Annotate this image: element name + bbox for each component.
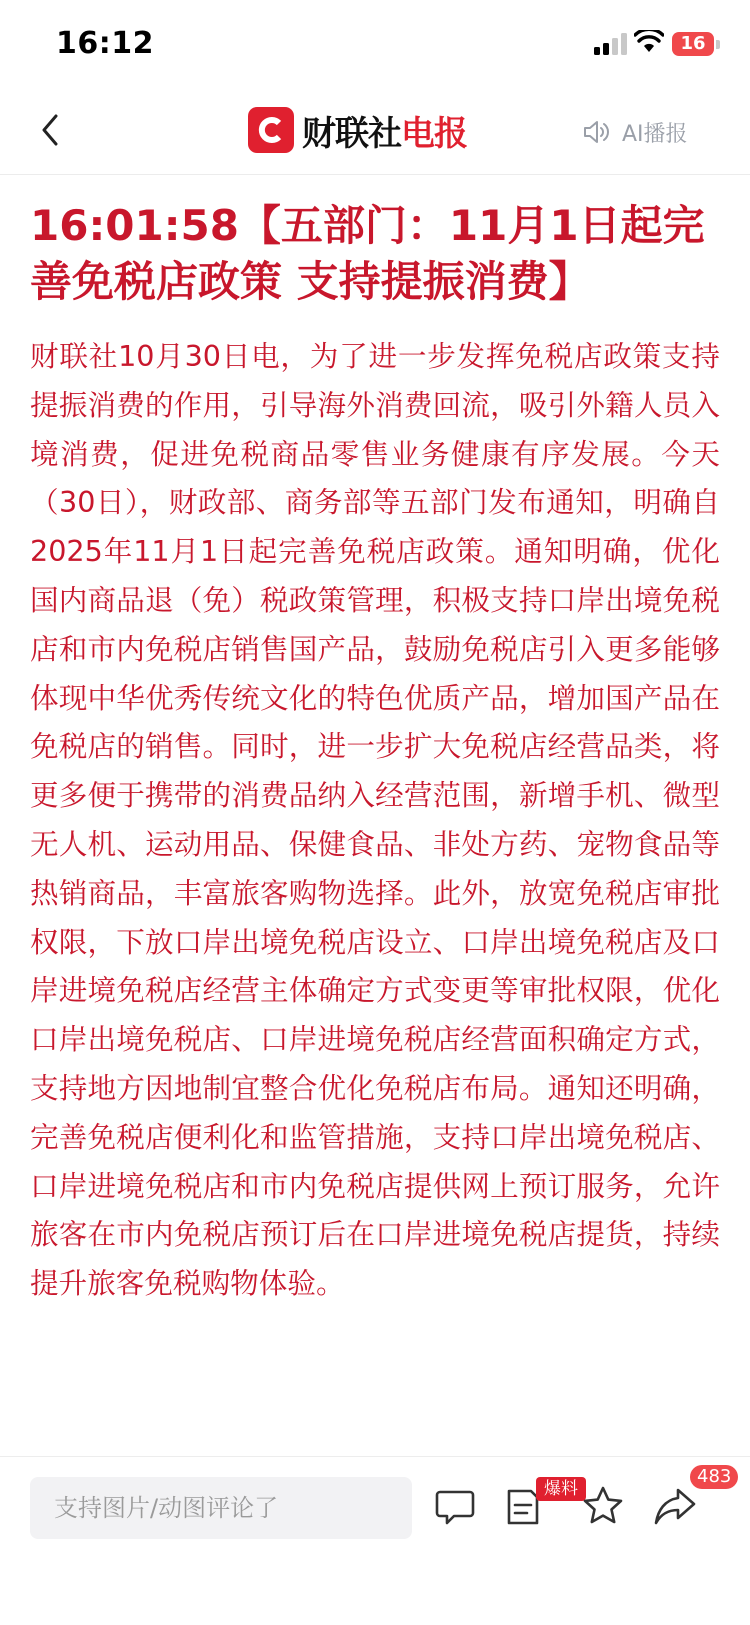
battery-cap: [716, 40, 720, 49]
back-icon[interactable]: [36, 110, 66, 150]
status-bar: [0, 0, 750, 90]
star-icon[interactable]: [580, 1483, 626, 1529]
logo-name: 财联社: [302, 113, 401, 154]
nav-bar: [0, 90, 750, 175]
app-logo: [248, 106, 467, 154]
signal-icon: [594, 33, 628, 55]
article-headline: 16:01:58【五部门：11月1日起完善免税店政策 支持提振消费】: [30, 201, 705, 306]
comment-icon[interactable]: [432, 1483, 478, 1529]
battery-level: 16: [680, 33, 706, 54]
comment-input[interactable]: 支持图片/动图评论了: [30, 1477, 412, 1539]
wifi-icon: [634, 30, 664, 54]
ai-broadcast-label: AI播报: [622, 121, 688, 147]
ai-broadcast-button[interactable]: [582, 112, 688, 152]
battery-icon: [672, 32, 714, 56]
article: [30, 198, 720, 1308]
article-body: 财联社10月30日电，为了进一步发挥免税店政策支持提振消费的作用，引导海外消费回流，吸引外籍人员入境消费，促进免税商品零售业务健康有序发展。今天（30日），财政部、商务部等五部门发布通知，明确自2025年11月1日起完善免税店政策。通知明确，优化国内商品退（免）税政策管理，积极支持口岸出境免税店和市内免税店销售国产品，鼓励免税店引入更多能够体现中华优秀传统文化的特色优质产品，增加国产品在免税店的销售。同时，进一步扩大免税店经营品类，将更多便于携带的消费品纳入经营范围，新增手机、微型无人机、运动用品、保健食品、非处方药、宠物食品等热销商品，丰富旅客购物选择。此外，放宽免税店审批权限，下放口岸出境免税店设立、口岸出境免税店及口岸进境免税店经营主体确定方式变更等审批权限，优化口岸出境免税店、口岸进境免税店经营面积确定方式，支持地方因地制宜整合优化免税店布局。通知还明确，完善免税店便利化和监管措施，支持口岸出境免税店、口岸进境免税店和市内免税店提供网上预订服务，允许旅客在市内免税店预订后在口岸进境免税店提货，持续提升旅客免税购物体验。: [30, 339, 720, 1301]
tip-badge: 爆料: [536, 1477, 586, 1501]
speaker-icon: [582, 118, 612, 146]
logo-icon: [248, 107, 294, 153]
status-time: 16:12: [56, 26, 154, 61]
share-icon[interactable]: [652, 1483, 698, 1529]
share-count-badge: 483: [690, 1465, 738, 1489]
logo-sub: 电报: [401, 113, 467, 154]
bottom-bar: [0, 1456, 750, 1625]
